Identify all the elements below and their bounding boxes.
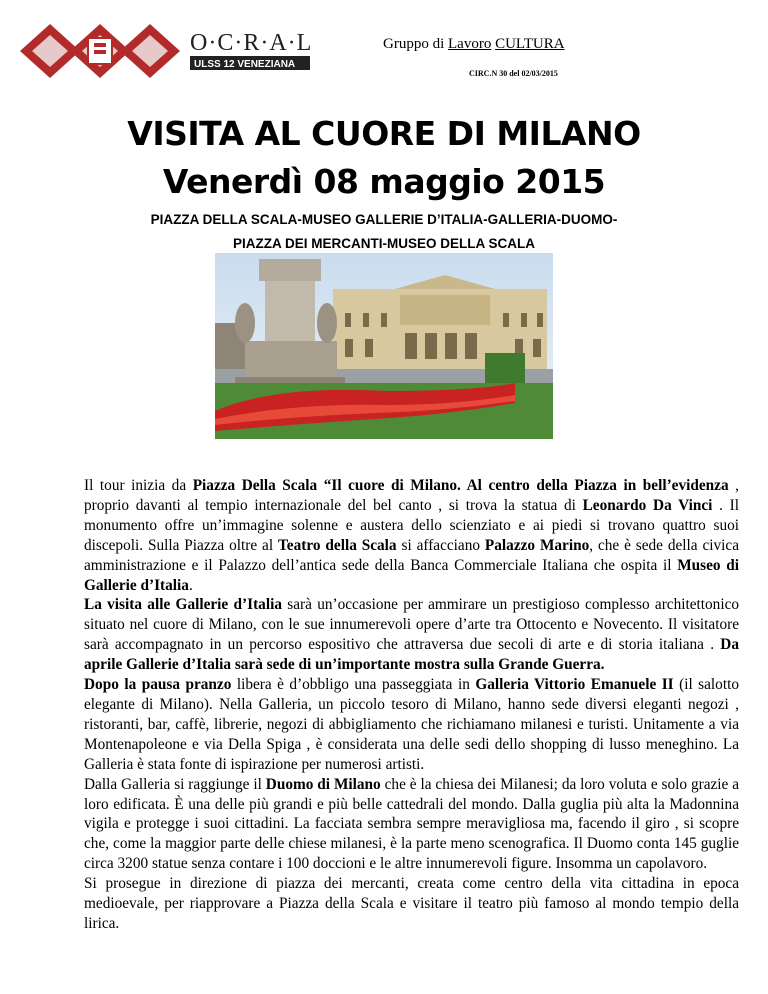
paragraph-duomo bbox=[84, 775, 739, 875]
bold-text: Palazzo Marino bbox=[484, 536, 590, 554]
ocral-logo bbox=[20, 20, 312, 82]
body-text: , proprio davanti al tempio internazionale del bel canto , si trova la statua di bbox=[84, 477, 739, 514]
body-text: Il tour inizia da bbox=[84, 477, 193, 494]
body-text: libera è d’obbligo una passeggiata in bbox=[231, 676, 476, 694]
piazza-della-scala-photo bbox=[215, 253, 553, 439]
bold-text: Duomo di Milano bbox=[265, 775, 381, 793]
paragraph-galleria-vittorio bbox=[84, 675, 739, 775]
bold-text: Museo di Gallerie d’Italia bbox=[84, 556, 740, 594]
bold-text: La visita alle Gallerie d’Italia bbox=[84, 596, 282, 614]
logo-text: O·C·R·A·L bbox=[190, 30, 312, 56]
bold-text: Dopo la pausa pranzo bbox=[84, 676, 232, 694]
paragraph-gallerie-italia bbox=[84, 595, 739, 675]
page-header bbox=[0, 0, 768, 100]
document-body bbox=[84, 476, 739, 934]
bold-text: Teatro della Scala bbox=[278, 536, 397, 554]
body-text: si affacciano bbox=[396, 536, 485, 554]
logo-subtext: ULSS 12 VENEZIANA bbox=[194, 59, 296, 70]
body-text: . Il monumento offre un’immagine solenne e austera dello scienziato e ai piedi si trovano quattro suoi discepoli. Sulla Piazza oltre al bbox=[84, 496, 739, 554]
body-text: sarà un’occasione per ammirare un prestigioso complesso architettonico situato nel cuore di Milano, con le sue innumerevoli opere d’arte tra Ottocento e Novecento. Il visitatore sarà accompagnato in un percorso espositivo che attraversa due secoli di arte e di storia italiana . bbox=[84, 596, 740, 654]
bold-text: Leonardo Da Vinci bbox=[582, 496, 713, 514]
itinerary-line-1: PIAZZA DELLA SCALA-MUSEO GALLERIE D’ITALIA-GALLERIA-DUOMO- bbox=[150, 212, 618, 227]
body-text: Si prosegue in direzione di piazza dei mercanti, creata come centro della vita cittadina in epoca medioevale, per riapprovare a Piazza della Scala e visitare il teatro più famoso al mondo tempio della lirica. bbox=[84, 875, 739, 932]
bold-text: Galleria Vittorio Emanuele II bbox=[475, 676, 674, 694]
body-text: Dalla Galleria si raggiunge il bbox=[84, 775, 266, 793]
itinerary-line-2: PIAZZA DEI MERCANTI-MUSEO DELLA SCALA bbox=[233, 236, 535, 251]
circular-number: CIRC.N 30 del 02/03/2015 bbox=[469, 69, 558, 78]
body-text: che è la chiesa dei Milanesi; da loro voluta e solo grazie a loro edificata. È una delle più grandi e più belle cattedrali del mondo. Dalla guglia più alta la Madonnina vigila e protegge i suoi cittadini. La facciata sembra sempre meravigliosa ma, facendo il giro , si scopre che, come la maggior parte delle chiese milanesi, è la parte meno scenografica. Il Duomo conta 145 guglie circa 3200 statue senza contare i 100 doccioni e le altre innumerevoli figure. Insomma un capolavoro. bbox=[84, 775, 740, 873]
body-text: , che è sede della civica amministrazione e il Palazzo dell’antica sede della Banca Commerciale Italiana che ospita il bbox=[84, 536, 740, 574]
body-text: . bbox=[188, 576, 193, 594]
group-label: Gruppo di Lavoro CULTURA bbox=[383, 36, 565, 52]
bold-text: Da aprile Gallerie d’Italia sarà sede di un’importante mostra sulla Grande Guerra. bbox=[84, 636, 739, 674]
paragraph-piazza-scala bbox=[84, 476, 739, 595]
event-date: Venerdì 08 maggio 2015 bbox=[162, 162, 606, 201]
body-text: (il salotto elegante di Milano). Nella Galleria, un piccolo tesoro di Milano, hanno sede diversi eleganti negozi , ristoranti, bar, caffè, librerie, negozi di abbigliamento che richiamano milanesi e turisti. Unitamente a via Montenapoleone e via Della Spiga , è considerata una delle sedi dello shopping di lusso meneghino. La Galleria è stata fonte di ispirazione per numerosi artisti. bbox=[84, 676, 739, 773]
page-title: VISITA AL CUORE DI MILANO bbox=[127, 114, 641, 153]
paragraph-piazza-mercanti bbox=[84, 874, 739, 934]
bold-text: Piazza Della Scala “Il cuore di Milano. Al centro della Piazza in bell’evidenza bbox=[192, 477, 729, 494]
